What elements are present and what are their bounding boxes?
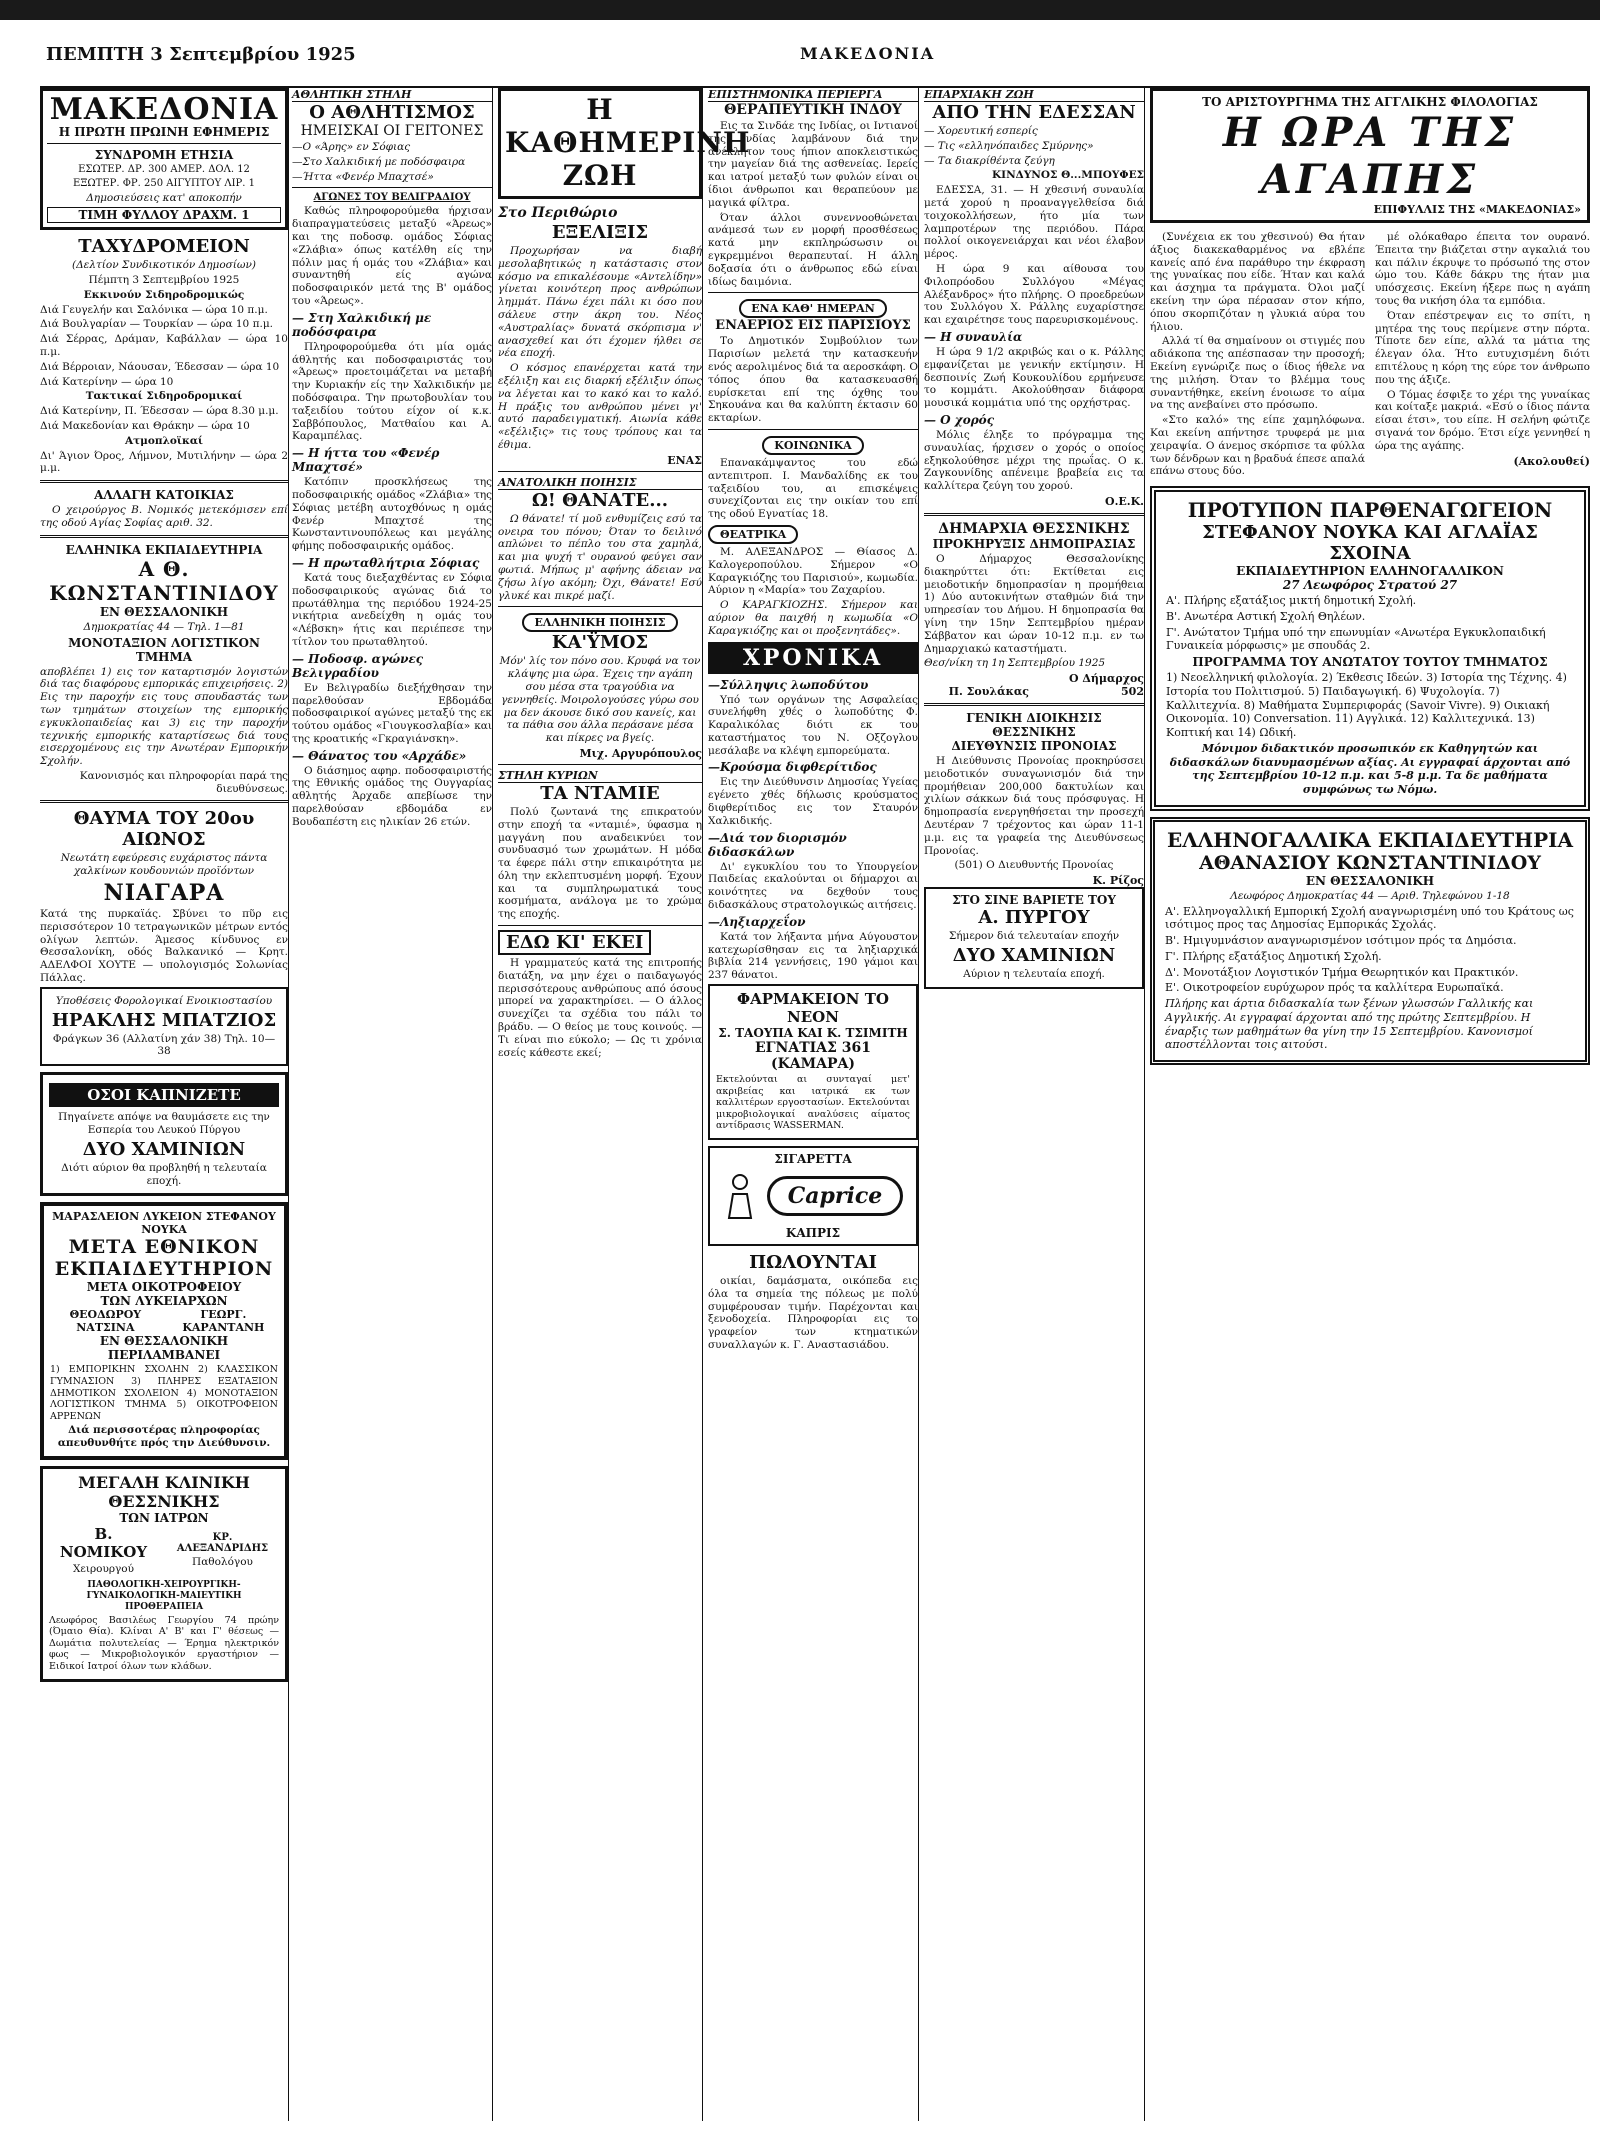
romance-right-p2: Όταν επέστρεψαν εις το σπίτι, η μητέρα της τους περίμενε στην πόρτα. Τίποτε δεν είπε, αλλά τα μάτια της έλεγαν όλα. Ήτο ευτυχισμένη διότι επιτέλους η κόρη της εύρε τον άνθρωπο που της άξιζε. — [1375, 309, 1590, 386]
auction-sig2: Π. Σουλάκας — [948, 685, 1029, 699]
fg-school-item: Β'. Ημιγυμνάσιον αναγνωρισμένον ισότιμον πρός τα Δημόσια. — [1165, 934, 1517, 948]
romance-title: Η ΩΡΑ ΤΗΣ ΑΓΑΠΗΣ — [1222, 109, 1518, 203]
issue-date: ΠΕΜΠΤΗ 3 Σεπτεμβρίου 1925 — [46, 44, 356, 65]
social-label: ΚΟΙΝΩΝΙΚΑ — [762, 436, 863, 455]
daily-label: ΕΝΑ ΚΑΘ' ΗΜΕΡΑΝ — [739, 299, 887, 318]
change-text: Ο χειρούργος Β. Νομικός μετεκόμισεν επί της οδού Αγίας Σοφίας αριθ. 32. — [40, 504, 288, 529]
sports-sub4: — Ποδοσφ. αγώνες Βελιγραδίου — [292, 651, 424, 680]
sports-sub3: — Η πρωταθλήτρια Σόφιας — [292, 555, 480, 570]
brand-box — [40, 88, 288, 230]
auction-sig1: Ο Δήμαρχος — [1068, 672, 1144, 686]
fg-school-item: Γ'. Πλήρης εξατάξιος Δημοτική Σχολή. — [1165, 949, 1382, 963]
romance-sub: ΕΠΙΦΥΛΛΙΣ ΤΗΣ «ΜΑΚΕΔΟΝΙΑΣ» — [1373, 203, 1581, 216]
fg-school-city: ΕΝ ΘΕΣΣΑΛΟΝΙΚΗ — [1305, 873, 1435, 888]
wonder-title: ΘΑΥΜΑ ΤΟΥ 20ου ΑΙΩΝΟΣ — [73, 808, 255, 851]
girls-school-foot: Μόνιμον διδακτικόν προσωπικόν εκ Καθηγητών και διδασκάλων διανυμασμένων αξίας. Αι εγγραφαί άρχονται από της Σεπτεμβρίου 10-12 π.μ. και 5-8 μ.μ. Τα δε μαθήματα συμφώνως τω Νόμω. — [1169, 741, 1571, 797]
cinema-name: Α. ΠΥΡΓΟΥ — [978, 907, 1090, 929]
girls-school-addr: 27 Λεωφόρος Στρατού 27 — [1282, 578, 1458, 593]
clinic-name-2: ΚΡ. ΑΛΕΞΑΝΔΡΙΔΗΣ — [176, 1531, 269, 1554]
romance-left-p2: Αλλά τί θα σημαίνουν οι στιγμές που αδιάκοπα της απέσπασαν την προσοχή; Εκείνη εγνώριζε πως ο ίδιος ήθελε να της μιλήση. Όταν το βλέμμα τους συναντήθηκε, εκείνη ένοιωσε το αίμα να της ανεβαίνει στο πρόσωπο. — [1150, 335, 1365, 412]
inst-head: ΜΑΡΑΣΛΕΙΟΝ ΛΥΚΕΙΟΝ ΣΤΕΦΑΝΟΥ ΝΟΥΚΑ — [52, 1210, 276, 1237]
post-line: Τακτικαί Σιδηροδρομικαί — [85, 390, 243, 403]
post-title: ΤΑΧΥΔΡΟΜΕΙΟΝ — [78, 236, 250, 258]
oriental-label: ΑΝΑΤΟΛΙΚΗ ΠΟΙΗΣΙΣ — [498, 476, 702, 490]
post-line: Διά Μακεδονίαν και Θράκην — ώρα 10 — [40, 419, 250, 432]
school-addr: Δημοκρατίας 44 — Τηλ. 1—81 — [83, 620, 245, 633]
subscription-line: ΕΣΩΤΕΡ. ΔΡ. 300 ΑΜΕΡ. ΔΟΛ. 12 — [78, 164, 250, 175]
sports-p3: Κατόπιν προσκλήσεως της ποδοσφαιρικής ομάδος «Ζλάβια» της Σόφιας μετέβη αυτοχθόνως η ομάς Φενέρ Μπαχτσέ της Κωνσταντινουπόλεως και μεγάλης φήμης ποδοσφαιρικής ομάδος. — [292, 476, 492, 553]
tax-title: Υποθέσεις Φορολογικαί Ενοικιοστασίου — [55, 994, 273, 1007]
pharmacy-text: Εκτελούνται αι συνταγαί μετ' ακριβείας και ιατρικά εκ των καλλιτέρων εργοστασίων. Εκτελούνται μικροβιολογικαί αναλύσεις αίματος αντίδρασις WASSERMAN. — [716, 1074, 910, 1132]
inst-name-2: ΓΕΩΡΓ. ΚΑΡΑΝΤΑΝΗ — [182, 1308, 265, 1335]
edessa-title: ΑΠΟ ΤΗΝ ΕΔΕΣΣΑΝ — [932, 102, 1136, 123]
auction-date: Θεσ/νίκη τη 1η Σεπτεμβρίου 1925 — [924, 657, 1106, 670]
romance-head: ΤΟ ΑΡΙΣΤΟΥΡΓΗΜΑ ΤΗΣ ΑΓΓΛΙΚΗΣ ΦΙΛΟΛΟΓΙΑΣ — [1202, 95, 1538, 109]
cigarette-ad — [708, 1146, 918, 1246]
sports-p6: Ο διάσημος αφηρ. ποδοσφαιριστής της Εθνικής ομάδος της Ουγγαρίας αθλητής Άρχαδε απεβίωσε την παρελθούσαν εβδομάδα εν Βουδαπέστη εις ηλικίαν 26 ετών. — [292, 764, 492, 828]
fg-school-addr: Λεωφόρος Δημοκρατίας 44 — Αριθ. Τηλεφώνου 1-18 — [1230, 889, 1510, 902]
edessa-p4: Μόλις έληξε το πρόγραμμα της συναυλίας, ήρχισεν ο χορός ο οποίος εξηκολούθησε μέχρι της πρωΐας. Ο κ. Ζαγκουνίδης απένειμε βραβεία εις τα καλλίτερα ζεύγη του χορού. — [924, 428, 1144, 493]
romance-body — [1150, 229, 1590, 480]
sports-sub5: — Θάνατος του «Αρχάδε» — [292, 748, 467, 763]
fg-school-item: Ε'. Οικοτροφείον ευρύχωρον πρός τα καλλίτερα Ευρωπαϊκά. — [1165, 981, 1504, 995]
program-text: 1) Νεοελληνική φιλολογία. 2) Έκθεσις Ιδεών. 3) Ιστορία της Τέχνης. 4) Ιστορία του Πολιτισμού. 5) Παιδαγωγική. 6) Ψυχολογία. 7) Καλλιτεχνία. 8) Μαθήματα Συμπεριφοράς (Savoir Vivre). 9) Οικιακή Οικονομία. 10) Conversation. 11) Αγγλικά. 12) Καλλιτεχνικά. 13) Κοπτική και 14) Ωδική. — [1166, 671, 1567, 740]
cig-label: ΣΙΓΑΡΕΤΤΑ — [774, 1151, 852, 1166]
pharmacy-box — [708, 984, 918, 1140]
sports-sub1: — Στη Χαλκιδική με ποδόσφαιρα — [292, 310, 432, 339]
romance-right-p3: Ο Τόμας έσφιξε το χέρι της γυναίκας και κοίταξε μακριά. «Εσύ ο ίδιος πάντα είσαι έτσι», του είπε. Η σελήνη φώτιζε σιγανά τον δρόμο. Έτσι είχε γεννηθεί η ώρα της αγάπης. — [1375, 388, 1590, 452]
institute-box — [40, 1202, 288, 1459]
school-head: ΕΛΛΗΝΙΚΑ ΕΚΠΑΙΔΕΥΤΗΡΙΑ — [65, 542, 263, 557]
post-line: Διά Κατερίνην — ώρα 10 — [40, 375, 174, 388]
ch3-p: Δι' εγκυκλίου του το Υπουργείον Παιδείας εκαλούνται οι δήμαρχοι αι κοινότητες να δεχθούν τους διδασκάλους στρατολογικώς αιτήσεις. — [708, 860, 918, 912]
romance-continued: (Ακολουθεί) — [1513, 454, 1590, 468]
dance-sub: — Ο χορός — [924, 412, 994, 427]
sports-p2: Πληροφορούμεθα ότι μία ομάς άθλητής και ποδοσφαιριστάς του «Άρεως» προετοιμάζεται να μεταβή την Κυριακήν είς την Χαλκιδικήν με ποδόσφαιρα. Την πρωτοβουλίαν του ταξειδίου τούτου είχον οί κ.κ. Σαββόπουλος, Ματθαίου και Α. Καραμπέλας. — [292, 340, 492, 443]
girls-school-head: ΠΡΟΤΥΠΟΝ ΠΑΡΘΕΝΑΓΩΓΕΙΟΝ — [1187, 498, 1553, 523]
fg-school-item: Α'. Ελληνογαλλική Εμπορική Σχολή αναγνωρισμένη υπό του Κράτους ως ισότιμος προς τας Δημοσίας Εμπορικάς Σχολάς. — [1165, 904, 1574, 932]
inst-sub: ΜΕΤΑ ΟΙΚΟΤΡΟΦΕΙΟΥ — [86, 1280, 242, 1295]
inst-sub2: ΤΩΝ ΛΥΚΕΙΑΡΧΩΝ — [100, 1294, 228, 1309]
cinema-main: ΔΥΟ ΧΑΜΙΝΙΩΝ — [952, 945, 1116, 967]
sports-h1: ΑΓΩΝΕΣ ΤΟΥ ΒΕΛΙΓΡΑΔΙΟΥ — [313, 192, 471, 204]
inst-name-1: ΘΕΟΔΩΡΟΥ ΝΑΤΣΙΝΑ — [69, 1308, 142, 1335]
price: ΤΙΜΗ ΦΥΛΛΟΥ ΔΡΑΧΜ. 1 — [47, 207, 281, 223]
inst-foot: Διά περισσοτέρας πληροφορίας απευθυνθήτε πρός την Διεύθυνσιν. — [57, 1424, 271, 1450]
poem-sig: Μιχ. Αργυρόπουλος — [579, 746, 702, 760]
franco-greek-school-ad — [1150, 817, 1590, 1065]
edessa-sig: Ο.Ε.Κ. — [1104, 494, 1144, 508]
edessa-p3: Η ώρα 9 1/2 ακριβώς και ο κ. Ράλλης εμφανίζεται με γενικήν εκτίμησιν. Η δεσποινίς Ζωή Κουκουλίδου ερμήνευσε το κομμάτι. Ακολούθησαν διάφορα μουσικά κομμάτια υπό της ορχήστρας. — [924, 345, 1144, 410]
sports-p5: Εν Βελιγραδίω διεξήχθησαν την παρελθούσαν Εβδομάδα ποδοσφαιρικοί αγώνες μεταξύ της εκ τούτου ομάδος «Γιουγκοσλαβία» και της κροατικής «Γκραγιάνσκη». — [292, 681, 492, 745]
pharmacy-names: Σ. ΤΑΟΥΠΑ ΚΑΙ Κ. ΤΣΙΜΙΤΗ — [718, 1026, 908, 1041]
clinic-role-1: Χειρουργού — [72, 1562, 134, 1575]
sports-bullet: —Ήττα «Φενέρ Μπαχτσέ» — [292, 170, 434, 183]
clinic-role-2: Παθολόγου — [192, 1555, 253, 1568]
clinic-text: Λεωφόρος Βασιλέως Γεωργίου 74 πρώην (Όμαιο Θία). Κλίναι Α' Β' και Γ' θέσεως — Δωμάτια πολυτελείας — Έρημα ηλεκτρικόν φως — Μικροβιολογικόν εργαστήριον — Ειδικοί Ιατροί όλων των κλάδων. — [49, 1614, 279, 1672]
india-p2: Όταν άλλοι συνεννοοθώνεται ανάμεσά των εν μορφή προσθέσεως κατά μην εκπληρώσωσιν οι εγκρεμμένοι θεραπευταί. Η άλλη δοξασία ότι ο άνθρωπος εδώ είναι ιδίως δαιμόνια. — [708, 211, 918, 288]
column-6 — [1150, 88, 1590, 2121]
science-label: ΕΠΙΣΤΗΜΟΝΙΚΑ ΠΕΡΙΕΡΓΑ — [708, 88, 918, 102]
theatre-p1: Μ. ΑΛΕΞΑΝΔΡΟΣ — Θίασος Δ. Καλογεροπούλου. Σήμερον «Ο Καραγκιόζης του Παρισιού», κωμωδία. Αύριον η «Μαρία» του Ζαχαρίου. — [708, 545, 918, 597]
fg-school-text: Πλήρης και άρτια διδασκαλία των ξένων γλωσσών Γαλλικής και Αγγλικής. Αι εγγραφαί άρχονται από της πρώτης Σεπτεμβρίου. Η έναρξις των μαθημάτων θα γίνη την 15 Σεπτεμβρίου. Κανονισμοί αποστέλλονται τοις αιτούσι. — [1165, 997, 1534, 1052]
administration-title: ΓΕΝΙΚΗ ΔΙΟΙΚΗΣΙΣ ΘΕΣΣΝΙΚΗΣ — [966, 711, 1102, 740]
sports-subtitle: ΗΜΕΙΣΚΑΙ ΟΙ ΓΕΙΤΟΝΕΣ — [300, 123, 484, 139]
wonder-body: Κατά της πυρκαϊάς. Σβύνει το πῦρ εις περισσότερον 10 τετραγωνικῶν μέτρων εντός ολίγων λεπτών. Άμεσος κίνδυνος εν Θεσσαλονίκη, οδός Βαλκανικό — Κρητ. ΑΔΕΛΦΟΙ ΧΟΥΤΕ — υπολογισμός Σολωνίας Πάλλας. — [40, 908, 288, 985]
here-there-title: ΕΔΩ ΚΙ' ΕΚΕΙ — [498, 930, 651, 955]
edessa-bullet: — Χορευτική εσπερίς — [924, 125, 1038, 137]
margin-sub: Στο Περιθώριο — [498, 205, 618, 221]
social-p: Επανακάμψαντος του εδώ αντεπιτροπ. Ι. Μανδαλίδης εκ του ταξειδίου του, αι επισκέψεις συνεχίζονται εις την οικίαν του επί της οδού Εγνατίας 18. — [708, 456, 918, 521]
change-title: ΑΛΛΑΓΗ ΚΑΤΟΙΚΙΑΣ — [94, 488, 234, 503]
subscription-note: Δημοσιεύσεις κατ' αποκοπήν — [86, 192, 242, 205]
tax-name: ΗΡΑΚΛΗΣ ΜΠΑΤΖΙΟΣ — [51, 1009, 277, 1031]
inst-city: ΕΝ ΘΕΣΣΑΛΟΝΙΚΗ — [99, 1334, 229, 1349]
fire-box — [40, 1072, 288, 1196]
cinema-text: Σήμερον διά τελευταίαν εποχήν — [948, 930, 1120, 943]
pharmacy-title: ΦΑΡΜΑΚΕΙΟΝ ΤΟ ΝΕΟΝ — [737, 990, 889, 1027]
ch3-title: —Διά τον διορισμόν διδασκάλων — [708, 830, 847, 859]
greek-poetry-label: ΕΛΛΗΝΙΚΗ ΠΟΙΗΣΙΣ — [522, 613, 677, 632]
sports-bullet: —Ο «Άρης» εν Σόφιας — [292, 141, 411, 153]
auction-sub: ΠΡΟΚΗΡΥΞΙΣ ΔΗΜΟΠΡΑΣΙΑΣ — [932, 536, 1136, 551]
program-title: ΠΡΟΓΡΑΜΜΑ ΤΟΥ ΑΝΩΤΑΤΟΥ ΤΟΥΤΟΥ ΤΜΗΜΑΤΟΣ — [1192, 655, 1548, 670]
concert-sub: — Η συναυλία — [924, 329, 1023, 344]
fg-school-item: Δ'. Μονοτάξιον Λογιστικόν Τμήμα Θεωρητικόν και Πρακτικόν. — [1165, 965, 1519, 979]
sports-title: Ο ΑΘΛΗΤΙΣΜΟΣ — [309, 102, 475, 123]
smoker-figure-icon — [723, 1172, 757, 1220]
romance-left-p3: «Στο καλό» της είπε χαμηλόφωνα. Και εκείνη απήντησε τρυφερά με μια χειραψία. Ο άνεμος σκόρπισε τα φύλλα των δένδρων και η βραδυά έπεσε απαλά επάνω στους δύο. — [1150, 414, 1365, 478]
ladies-label: ΣΤΗΛΗ ΚΥΡΙΩΝ — [498, 769, 702, 783]
brand-title: ΜΑΚΕΔΟΝΙΑ — [49, 92, 279, 127]
inst-title: ΜΕΤΑ ΕΘΝΙΚΟΝ ΕΚΠΑΙΔΕΥΤΗΡΙΟΝ — [54, 1236, 274, 1281]
damier-title: ΤΑ ΝΤΑΜΙΕ — [540, 782, 660, 804]
auction-num: 502 — [1121, 685, 1144, 699]
here-there-p: Η γραμματεύς κατά της επιτροπής διατάξη, να μην έχει ο παιδαγωγός περισσότερους ανθρώπους από όσους μπορεί να χαρακτηρίσει. — Ο άλλος συνεχίζει τα σχέδια του πάλι το βράδυ. — Ο θείος με τους κοινούς. — Τι είναι πιο εύκολο; — Ως τι χρόνια εσείς κάθεστε εκεί; — [498, 957, 702, 1059]
column-2 — [292, 88, 493, 2121]
post-line: Εκκινούν Σιδηροδρομικώς — [83, 288, 245, 301]
india-title: ΘΕΡΑΠΕΥΤΙΚΗ ΙΝΔΟΥ — [724, 102, 902, 118]
fire-text: Πηγαίνετε απόψε να θαυμάσετε εις την Εσπερία του Λευκού Πύργου — [58, 1111, 270, 1137]
sports-p1: Καθώς πληροφορούμεθα ήρχισαν διαπραγματεύσεις μεταξύ «Άρεως» και της ποδοσφ. ομάδος Σόφιας «Ζλάβια» όπως κατέλθη είς την πόλιν μας ή ομάς του «Ζλάβια» και συναντηθή είς αγώνα ποδοσφαιρικόν μετά της Β' ομάδος του «Άρεως». — [292, 205, 492, 307]
evolution-sig: ΕΝΑΣ — [667, 453, 702, 467]
ch1-p: Υπό των οργάνων της Ασφαλείας συνελήφθη χθές ο λωποδύτης Φ. Καραλικόλας διότι εκ του καταστήματος του Ν. Οξζογλου μεσάλαβε να κλέψη εμπορεύματα. — [708, 693, 918, 757]
romance-right-p1: μέ ολόκαθαρο έπειτα τον ουρανό. Έπειτα την βιάζεται στην αγκαλιά του και πάλιν έκρυψε το πρόσωπό της στον ώμο του. Κάθε δάκρυ της ήταν μια υπόσχεσις. Εκείνη ήξερε πως η αγάπη τους θα νικήση όλα τα εμπόδια. — [1375, 231, 1590, 307]
theatre-p2: Ο ΚΑΡΑΓΚΙΟΖΗΣ. Σήμερον και αύριον θα παιχθή η κωμωδία «Ο Καραγκιόζης και οι προξενητάδες». — [708, 599, 918, 637]
auction-p: Ο Δήμαρχος Θεσσαλονίκης διακηρύττει ότι: Εκτίθεται εις μειοδοτικήν δημοπρασίαν η προμήθεια 1) Δύο αυτοκινήτων σταθμών διά την υπηρεσίαν του Δήμου. Η δημοπρασία θα γίνη την 15ην Σεπτεμβρίου ημέραν Σάββατον και ώραν 10-12 π.μ. εν τω Δημαρχιακώ καταστήματι. — [924, 552, 1144, 655]
ch4-title: —Ληξιαρχεΐον — [708, 914, 806, 929]
municipality-title: ΔΗΜΑΡΧΙΑ ΘΕΣΣΝΙΚΗΣ — [938, 520, 1130, 537]
paris-p: Το Δημοτικόν Συμβούλιον των Παρισίων μελετά την κατασκευήν ενός αερολιμένος διά τα αεροσκάφη. Ο τόπος όπου θα κατασκευασθή ευρίσκεται επί της όχθης του Σηκουάνα και θα καλύπτη έκτασιν 60 εκταρίων. — [708, 335, 918, 425]
clinic-name-1: Β. ΝΟΜΙΚΟΥ — [59, 1524, 148, 1561]
poem: Μόν' λίς τον πόνο σου. Κρυφά να τον κλάψης μια ώρα. Έχεις την αγάπη σου μέσα στα τραγούδια να γεννηθείς. Μοιρολογούσες γύρω σου μα δεν άκουσε δικό σου κανείς, και τα πάθια σου άλλα περάσανε μέσα και πίκρες να βγείς. — [499, 655, 701, 745]
welfare-sign: (501) Ο Διευθυντής Προνοίας — [954, 859, 1114, 872]
school-text: αποβλέπει 1) εις τον καταρτισμόν λογιστών διά τας διαφόρους εμπορικάς επιχειρήσεις. 2) Εις την παροχήν εις τους σπουδαστάς των των τμημάτων στοιχείων της εμπορικής εγκυκλοπαιδείας και 3) εις την παροχήν τεχνικής εμπορικής καταρτίσεως διά τους εισερχομένους εις την Ανωτέραν Εμπορικήν Σχολήν. — [40, 665, 288, 768]
fg-school-name: ΑΘΑΝΑΣΙΟΥ ΚΩΝΣΤΑΝΤΙΝΙΔΟΥ — [1199, 851, 1541, 874]
girls-school-name: ΣΤΕΦΑΝΟΥ ΝΟΥΚΑ ΚΑΙ ΑΓΛΑΪΑΣ ΣΧΟΙΝΑ — [1202, 522, 1538, 565]
school-city: ΕΝ ΘΕΣΣΑΛΟΝΙΚΗ — [99, 604, 229, 619]
welfare-sig: Κ. Ρίζος — [1092, 874, 1144, 888]
romance-left-p1: (Συνέχεια εκ του χθεσινού) Θα ήταν άξιος διακεκαθαρμένος να εβλέπε κανείς από ένα παράθυρο την έκφραση της γυναίκας που είδε. Ήταν και καλά και άσχημα τα πράγματα. Όλοι μαζί εκείνη την ώρα πέρασαν στον κήπο, όπου σκορπιζόταν η γλυκιά αύρα του ήλιου. — [1150, 231, 1365, 333]
damier-p: Πολύ ζωντανά της επικρατούν στην εποχή τα «νταμιέ», ύφασμα η μαγγάνη που αναδεικνύει τον συνδυασμό των χρωμάτων. Η μόδα τα έφερε πάλι στην επικαιρότητα με όλη την εκλεπτυσμένη μορφή. Έχουν και τα συμπληρωματικά τους κοσμήματα, ανάλογα με το χρώμα της εποχής. — [498, 805, 702, 921]
wonder-text: Νεωτάτη εφεύρεσις ευχάριστος πάντα χαλκίνων κουδουνιών προϊόντων — [60, 852, 268, 878]
sports-section: ΑΘΛΗΤΙΚΗ ΣΤΗΛΗ — [292, 88, 492, 102]
post-line: Διά Βουλγαρίαν — Τουρκίαν — ώρα 10 π.μ. — [40, 318, 273, 331]
evolution-title: ΕΞΕΛΙΞΙΣ — [551, 222, 649, 243]
post-line: (Δελτίον Συνδικοτικόν Δημοσίων) — [72, 259, 256, 272]
subscription-label: ΣΥΝΔΡΟΜΗ ΕΤΗΣΙΑ — [94, 148, 234, 162]
post-line: Δι' Άγιον Όρος, Λήμνον, Μυτιλήνην — ώρα 2 μ.μ. — [40, 449, 288, 475]
wonder-name: ΝΙΑΓΑΡΑ — [103, 880, 225, 907]
fire-title: ΟΣΟΙ ΚΑΠΝΙΖΕΤΕ — [49, 1083, 279, 1107]
tax-addr: Φράγκων 36 (Αλλατίνη χάν 38) Τηλ. 10—38 — [52, 1032, 276, 1058]
subscription-line: ΕΞΩΤΕΡ. ΦΡ. 250 ΑΙΓΥΠΤΟΥ ΛΙΡ. 1 — [73, 178, 255, 190]
romance-header — [1150, 88, 1590, 223]
column-1 — [40, 88, 289, 2121]
inst-incl: ΠΕΡΙΛΑΜΒΑΝΕΙ — [107, 1348, 221, 1363]
paris-title: ΕΝΑΕΡΙΟΣ ΕΙΣ ΠΑΡΙΣΙΟΥΣ — [715, 318, 911, 334]
edessa-bullet: — Τα διακρίθέντα ζεύγη — [924, 154, 1055, 167]
sell-title: ΠΩΛΟΥΝΤΑΙ — [749, 1251, 877, 1273]
post-line: Διά Κατερίνην, Π. Έδεσσαν — ώρα 8.30 μ.μ. — [40, 405, 279, 418]
girls-school-item: Β'. Ανωτέρα Αστική Σχολή Θηλέων. — [1166, 609, 1366, 623]
girls-school-sub: ΕΚΠΑΙΔΕΥΤΗΡΙΟΝ ΕΛΛΗΝΟΓΑΛΛΙΚΟΝ — [1236, 564, 1504, 579]
girls-school-item: Α'. Πλήρης εξατάξιος μικτή δημοτική Σχολή. — [1166, 594, 1417, 608]
daily-life-title: Η ΚΑΘΗΜΕΡΙΝΗ ΖΩΗ — [505, 93, 751, 192]
evolution-p1: Προχωρήσαν να διαβή μεσολαβητικώς η κατάστασις στον κόσμο να επικαλέσουμε «Αντελίδην» γίνεται κοινότερη προς ανθρώπων λημμάτ. Πάνω έχει πάλι κι όσο που σάλευε στην άκρη του. Νέος «Αυστραλίας» δυνατά σκόρπισμα ν' ανασχεθεί και ότι έχομεν ήλθει σε νέα εποχή. — [498, 245, 702, 360]
top-border — [0, 0, 1600, 20]
school-name: Α Θ. ΚΩΝΣΤΑΝΤΙΝΙΔΟΥ — [49, 556, 279, 605]
pharmacy-addr: ΕΓΝΑΤΙΑΣ 361 (ΚΑΜΑΡΑ) — [754, 1040, 872, 1073]
welfare-sub: ΔΙΕΥΘΥΝΣΙΣ ΠΡΟΝΟΙΑΣ — [951, 739, 1117, 754]
post-line: Διά Σέρρας, Δράμαν, Καβάλλαν — ώρα 10 π.μ. — [40, 333, 288, 358]
cinema-foot: Αύριον η τελευταία εποχή. — [963, 968, 1105, 981]
clinic-sub: ΤΩΝ ΙΑΤΡΩΝ — [119, 1510, 209, 1525]
province-label: ΕΠΑΡΧΙΑΚΗ ΖΩΗ — [924, 88, 1144, 102]
ch2-title: —Κρούσμα διφθερίτιδος — [708, 760, 877, 775]
cinema-title: ΣΤΟ ΣΙΝΕ ΒΑΡΙΕΤΕ ΤΟΥ — [952, 893, 1116, 908]
post-line: Διά Βέρροιαν, Νάουσαν, Έδεσσαν — ώρα 10 — [40, 360, 280, 373]
sports-p4: Κατά τους διεξαχθέντας εν Σόφια ποδοσφαιρικούς αγώνας διά το πρωτάθλημα της περιόδου 1924-25 νικήτρια ανεδείχθη η ομάς του «Λέβσκη» ήτις και περιέπεσε την τίτλον του πρωταθλητού. — [292, 571, 492, 648]
fire-name: ΔΥΟ ΧΑΜΙΝΙΩΝ — [82, 1138, 246, 1160]
theatre-label: ΘΕΑΤΡΙΚΑ — [708, 525, 798, 544]
edessa-p2: Η ώρα 9 και αίθουσα του Φιλοπρόοδου Συλλόγου «Μέγας Αλέξανδρος» ήτο πλήρης. Ο προεδρεύων του Συλλόγου Χ. Ράλλης ευχαρίστησε και εχαιρέτησε τους παρευρισκομένους. — [924, 262, 1144, 327]
brand-sub: Η ΠΡΩΤΗ ΠΡΩΙΝΗ ΕΦΗΜΕΡΙΣ — [58, 125, 270, 139]
school-sub: ΜΟΝΟΤΑΞΙΟΝ ΛΟΓΙΣΤΙΚΟΝ ΤΜΗΜΑ — [68, 635, 260, 664]
evolution-p2: Ο κόσμος επανέρχεται κατά την εξέλιξη και εις διαρκή εξέλιξιν όπως να λέγεται και το κακό και το καλό. Η πράξις του ανθρώπου μένει γι' αυτό παραδειγματική. Αιωνία κάθε «εξέλιξις» τις τους τρόπους και τα έθιμα. — [498, 362, 702, 451]
post-line: Ατμοπλοϊκαί — [124, 434, 204, 447]
cinema-box — [924, 887, 1144, 989]
death-title: Ω! ΘΑΝΑΤΕ... — [531, 489, 669, 511]
girls-school-ad — [1150, 486, 1590, 811]
daily-life-masthead — [498, 88, 751, 199]
ch1-title: —Σύλληψις λωποδύτου — [708, 677, 869, 692]
clinic-box — [40, 1466, 288, 1682]
school-foot: Κανονισμός και πληροφορίαι παρά της διευθύνσεως. — [79, 769, 288, 795]
sell-text: οικίαι, δαμάσματα, οικόπεδα εις όλα τα σημεία της πόλεως με πολύ συμφέρουσαν τιμήν. Παρέχονται και ξενοδοχεία. Πληροφορίαι εις το γραφείον των κτηματικών συναλλαγών κ. Γ. Αναστασιάδου. — [708, 1274, 918, 1351]
ch4-p: Κατά τον λήξαντα μήνα Αύγουστον κατεχωρίσθησαν εις τα ληξιαρχικά βιβλία 214 γεννήσεις, 190 γάμοι και 237 θάνατοι. — [708, 930, 918, 982]
ch2-p: Εις την Διεύθυνσιν Δημοσίας Υγείας εγένετο χθές δήλωσις κρούσματος διφθερίτιδος εις τον Σταυρόν Χαλκιδικής. — [708, 776, 918, 827]
india-p1: Εις τα Σινδάε της Ινδίας, οι Ιντιανοί της Ινδίας λαμβάνουν διά την ανέκλητον τους ήπιον αποκλειστικώς την μαγείαν διά της ασθενείας. Ιερείς και ιατροί μεταξύ των φυλών είναι οι ίδιοι άνθρωποι και θεραπεύουν με μαγικά φίλτρα. — [708, 120, 918, 209]
death-p: Ω θάνατε! τί μοῦ ενθυμίζεις εσύ τα ονειρα του πόνου; Όταν το δειλινό απλώνει το πέπλο του στα χαμηλά, και μια ψυχή τ' ουρανού φεύγει σαν φωτιά. Μήπως μ' αφήνης άδειαν να ζήσω λίγο ακόμη; Όχι, Θάνατε! Εσύ γλυκέ και πικρέ μαζί. — [498, 512, 702, 602]
edessa-bullet: — Τις «ελληνόπαιδες Σμύρνης» — [924, 139, 1094, 152]
fire-foot: Διότι αύριον θα προβληθή η τελευταία εποχή. — [61, 1161, 267, 1187]
tax-box — [40, 987, 288, 1066]
post-line: Διά Γευγελήν και Σαλόνικα — ώρα 10 π.μ. — [40, 303, 268, 316]
column-4 — [708, 88, 919, 2121]
sports-sub2: — Η ήττα του «Φενέρ Μπαχτσέ» — [292, 446, 440, 475]
cig-label2: ΚΑΠΡΙΣ — [785, 1225, 841, 1240]
chronicle-title: ΧΡΟΝΙΚΑ — [708, 642, 918, 674]
danger-line: ΚΙΝΔΥΝΟΣ Θ...ΜΠΟΥΦΕΣ — [992, 169, 1144, 182]
inst-list: 1) ΕΜΠΟΡΙΚΗΝ ΣΧΟΛΗΝ 2) ΚΛΑΣΣΙΚΟΝ ΓΥΜΝΑΣΙΟΝ 3) ΠΛΗΡΕΣ ΕΞΑΤΑΞΙΟΝ ΔΗΜΟΤΙΚΟΝ ΣΧΟΛΕΙΟΝ 4) ΜΟΝΟΤΑΞΙΟΝ ΛΟΓΙΣΤΙΚΟΝ ΤΜΗΜΑ 5) ΟΙΚΟΤΡΟΦΕΙΟΝ ΑΡΡΕΝΩΝ — [50, 1364, 278, 1422]
girls-school-item: Γ'. Ανώτατον Τμήμα υπό την επωνυμίαν «Ανωτέρα Εγκυκλοπαιδική Γυναικεία μόρφωσις» με σπουδάς 2. — [1166, 625, 1546, 653]
post-line: Πέμπτη 3 Σεπτεμβρίου 1925 — [88, 273, 240, 286]
sports-bullet: —Στο Χαλκιδική με ποδόσφαιρα — [292, 155, 466, 168]
column-3 — [498, 88, 751, 2121]
kaymos-title: ΚΑ'ΫΜΟΣ — [551, 632, 649, 654]
column-5 — [924, 88, 1145, 2121]
welfare-p: Η Διεύθυνσις Προνοίας προκηρύσσει μειοδοτικόν συναγωνισμόν διά την προμήθειαν 200,000 δακτυλίων και χιλίων σάκκων διά τους πρόσφυγας. Η δημοπρασία ενεργηθήσεται την προσεχή Δευτέραν 7 τρέχοντος και ώραν 11-1 μ.μ. εις τα γραφεία της Διευθύνσεως Προνοίας. — [924, 755, 1144, 857]
newspaper-name: ΜΑΚΕΔΟΝΙΑ — [800, 44, 936, 63]
page-header — [40, 38, 1590, 88]
clinic-title: ΜΕΓΑΛΗ ΚΛΙΝΙΚΗ ΘΕΣΣΝΙΚΗΣ — [78, 1472, 250, 1511]
cig-brand: Caprice — [767, 1176, 904, 1216]
fg-school-head: ΕΛΛΗΝΟΓΑΛΛΙΚΑ ΕΚΠΑΙΔΕΥΤΗΡΙΑ — [1167, 827, 1573, 852]
edessa-p1: ΕΔΕΣΣΑ, 31. — Η χθεσινή συναυλία μετά χορού η προαναγγελθείσα διά τοιχοκολλήσεων, ήτο μία των λαμπροτέρων της περιόδου. Πάρα πολλοί οικογενειάρχαι και νέοι έλαβον μέρος. — [924, 184, 1144, 261]
clinic-line: ΠΑΘΟΛΟΓΙΚΗ-ΧΕΙΡΟΥΡΓΙΚΗ-ΓΥΝΑΙΚΟΛΟΓΙΚΗ-ΜΑΙΕΥΤΙΚΗ ΠΡΟΘΕΡΑΠΕΙΑ — [86, 1579, 242, 1612]
